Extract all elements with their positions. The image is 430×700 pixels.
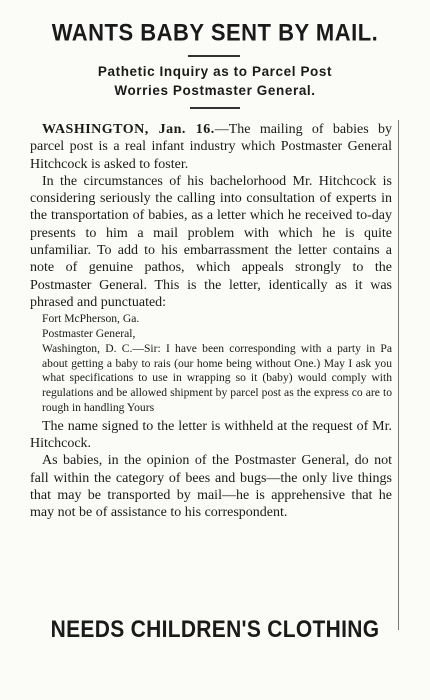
deck-line: Worries Postmaster General. [114, 83, 316, 98]
dateline: WASHINGTON, Jan. 16. [42, 122, 215, 137]
quoted-letter [30, 312, 392, 416]
deck-line: Pathetic Inquiry as to Parcel Post [97, 64, 333, 79]
article-headline: WANTS BABY SENT BY MAIL. [51, 18, 379, 47]
letter-body: Washington, D. C.—Sir: I have been corresponding with a party in Pa about getting a baby to rais (our home being without One.) May I ask you what specifications to use in wrapping so it (baby) would comply with regulations and be allowed shipment by parcel post as the express co are to rough in handling Yours [42, 341, 392, 415]
article-body [30, 121, 392, 522]
paragraph-3: The name signed to the letter is withheld at the request of Mr. Hitchcock. [30, 418, 392, 452]
paragraph-2: In the circumstances of his bachelorhood Mr. Hitchcock is considering seriously the calling into consultation of experts in the transportation of babies, as a letter which he received to-day presents to him a mail problem with which he is quite unfamiliar. To add to his embarrassment the letter contains a note of genuine pathos, which appeals strongly to the Postmaster General. This is the letter, identically as it was phrased and punctuated: [30, 173, 392, 310]
paragraph-text: —The mailing of babies by parcel post is a real infant industry which Postmaster General Hitchcock is asked to foster. [30, 122, 392, 172]
deck-divider [190, 107, 240, 109]
next-article-headline: NEEDS CHILDREN'S CLOTHING [50, 616, 380, 643]
letter-salutation: Postmaster General, [42, 327, 136, 341]
paragraph-4: As babies, in the opinion of the Postmaster General, do not fall within the category of bees and bugs—the only live things that may be transported by mail—he is apprehensive that he may not be of assistance to his correspondent. [30, 453, 392, 521]
article-deck [14, 62, 416, 100]
headline-divider [188, 55, 240, 57]
column-rule [398, 120, 399, 630]
paragraph-1 [30, 121, 392, 173]
letter-place: Fort McPherson, Ga. [42, 312, 140, 326]
